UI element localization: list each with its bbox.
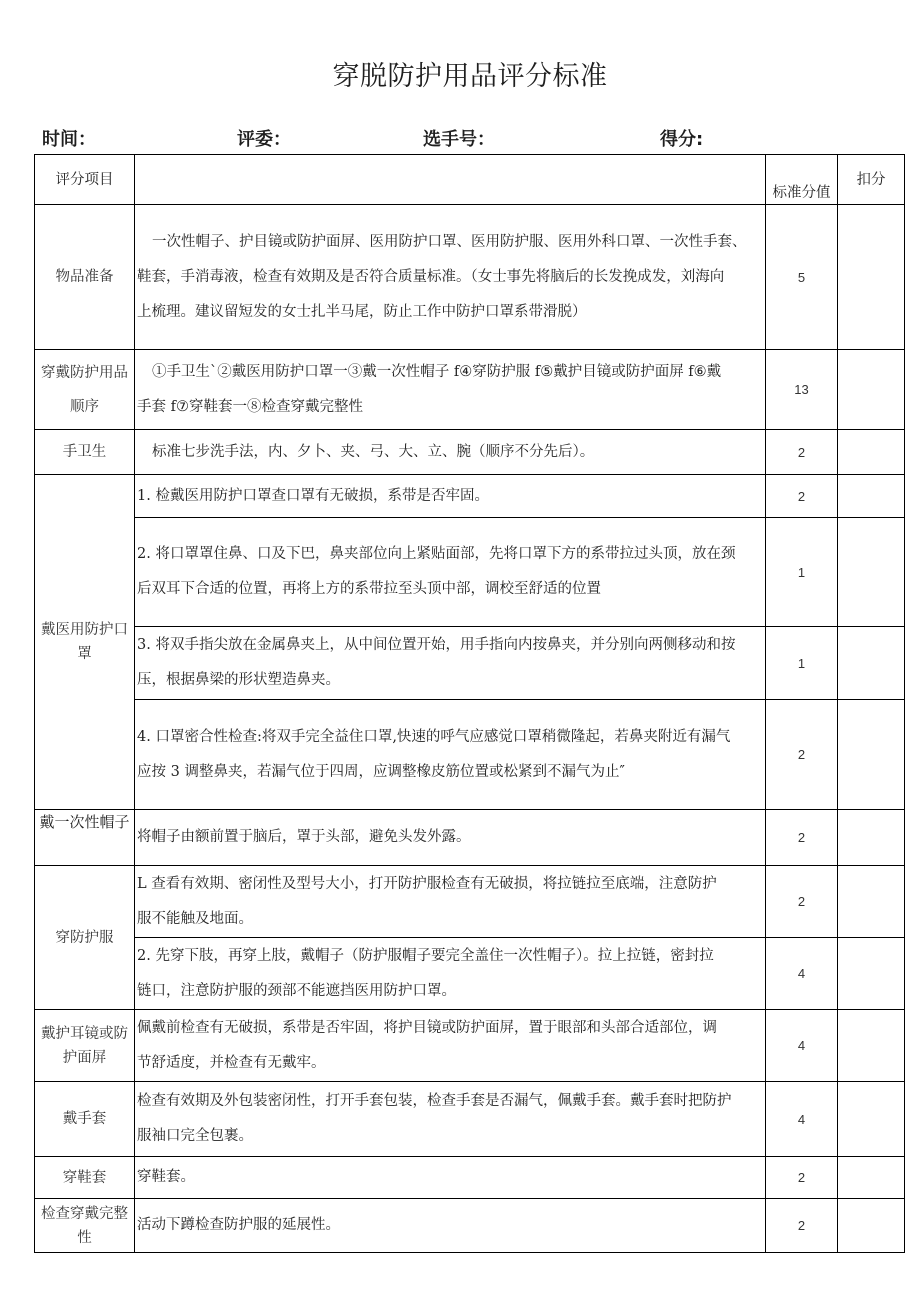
standard-score-value: 1 — [797, 564, 806, 580]
standard-score-cell — [766, 518, 838, 627]
standard-score-value: 4 — [797, 1038, 806, 1053]
standard-score-cell — [766, 1199, 838, 1253]
standard-score-cell — [766, 627, 838, 700]
standard-score-value: 2 — [797, 444, 806, 460]
item-label: 戴手套 — [62, 1111, 107, 1127]
header-standard-score-label: 标准分值 — [772, 185, 831, 201]
standard-score-cell — [766, 866, 838, 938]
item-label-cell — [35, 350, 135, 430]
standard-score-value: 1 — [797, 655, 806, 671]
deduction-cell — [838, 350, 905, 430]
document-title: 穿脱防护用品评分标准 — [332, 61, 608, 92]
criteria-line: 检查有效期及外包装密闭性，打开手套包装，检查手套是否漏气，佩戴手套。戴手套时把防护 — [137, 1093, 732, 1109]
criteria-line: 2. 将口罩罩住鼻、口及下巴，鼻夹部位向上紧贴面部，先将口罩下方的系带拉过头顶，放在颈 — [137, 546, 736, 562]
time-field-label: 时间： — [42, 129, 96, 150]
criteria-line: 4. 口罩密合性检查:将双手完全益住口罩,快速的呼气应感觉口罩稍微隆起，若鼻夹附近有漏气 — [137, 728, 731, 745]
criteria-cell — [135, 810, 766, 866]
item-label: 穿鞋套 — [62, 1169, 107, 1186]
deduction-cell — [838, 938, 905, 1010]
criteria-line: 活动下蹲检查防护服的延展性。 — [137, 1217, 340, 1233]
criteria-line: 1. 检戴医用防护口罩查口罩有无破损，系带是否牢固。 — [137, 487, 489, 504]
item-label-cell — [35, 205, 135, 350]
criteria-line: 节舒适度，并检查有无戴牢。 — [137, 1054, 326, 1071]
item-label-cell — [35, 866, 135, 1010]
standard-score-cell — [766, 1082, 838, 1157]
criteria-line: 2. 先穿下肢，再穿上肢，戴帽子（防护服帽子要完全盖住一次性帽子）。拉上拉链，密封拉 — [137, 947, 714, 964]
contestant-number-field-label: 选手号： — [423, 129, 495, 150]
deduction-cell — [838, 1010, 905, 1082]
criteria-line: 标准七步洗手法，内、夕卜、夹、弓、大、立、腕（顺序不分先后）。 — [152, 443, 595, 460]
criteria-cell — [135, 1199, 766, 1253]
header-deduction-cell — [838, 155, 905, 205]
criteria-line: 应按 3 调整鼻夹，若漏气位于四周，应调整橡皮筋位置或松紧到不漏气为止″ — [137, 763, 625, 780]
criteria-line: 服袖口完全包裹。 — [137, 1128, 253, 1144]
standard-score-value: 2 — [797, 747, 806, 762]
standard-score-value: 13 — [794, 382, 809, 397]
item-label: 戴医用防护口罩 — [41, 622, 128, 662]
criteria-line: 佩戴前检查有无破损，系带是否牢固，将护目镜或防护面屏，置于眼部和头部合适部位，调 — [137, 1019, 717, 1036]
deduction-cell — [838, 1082, 905, 1157]
header-criteria-cell — [135, 155, 766, 205]
criteria-line: ①手卫生`②戴医用防护口罩一③戴一次性帽子 f④穿防护服 f⑤戴护目镜或防护面屏 f⑥戴 — [152, 363, 722, 380]
item-label: 穿防护服 — [55, 929, 114, 946]
standard-score-cell — [766, 475, 838, 518]
deduction-cell — [838, 430, 905, 475]
standard-score-cell — [766, 1010, 838, 1082]
standard-score-cell — [766, 350, 838, 430]
criteria-line: L 查看有效期、密闭性及型号大小，打开防护服检查有无破损，将拉链拉至底端，注意防护 — [137, 875, 717, 892]
item-label-cell — [35, 1082, 135, 1157]
criteria-cell — [135, 1082, 766, 1157]
standard-score-cell — [766, 430, 838, 475]
deduction-cell — [838, 1157, 905, 1199]
item-label: 穿戴防护用品顺序 — [41, 364, 128, 415]
criteria-cell — [135, 627, 766, 700]
criteria-line: 鞋套，手消毒液，检查有效期及是否符合质量标准。（女士事先将脑后的长发挽成发，刘海向 — [137, 268, 725, 285]
deduction-cell — [838, 700, 905, 810]
criteria-line: 穿鞋套。 — [137, 1169, 195, 1185]
item-label-cell — [35, 475, 135, 810]
standard-score-value: 5 — [797, 269, 806, 285]
criteria-cell — [135, 205, 766, 350]
criteria-cell — [135, 1157, 766, 1199]
item-label: 戴护耳镜或防护面屏 — [41, 1025, 128, 1066]
standard-score-cell — [766, 938, 838, 1010]
criteria-line: 3. 将双手指尖放在金属鼻夹上，从中间位置开始，用手指向内按鼻夹，并分别向两侧移动和按 — [137, 637, 736, 653]
item-label: 手卫生 — [62, 444, 107, 460]
deduction-cell — [838, 475, 905, 518]
standard-score-value: 2 — [797, 488, 806, 504]
deduction-cell — [838, 866, 905, 938]
item-label: 戴一次性帽子 — [39, 813, 130, 831]
header-item-label: 评分项目 — [55, 171, 114, 188]
criteria-line: 压，根据鼻梁的形状塑造鼻夹。 — [137, 672, 340, 688]
header-item-cell — [35, 155, 135, 205]
deduction-cell — [838, 518, 905, 627]
criteria-cell — [135, 1010, 766, 1082]
standard-score-value: 2 — [797, 1218, 806, 1233]
standard-score-value: 2 — [797, 1170, 806, 1185]
criteria-line: 将帽子由额前置于脑后，罩于头部，避免头发外露。 — [137, 829, 471, 845]
standard-score-value: 2 — [797, 830, 806, 845]
judge-field-label: 评委： — [237, 129, 291, 150]
criteria-cell — [135, 866, 766, 938]
deduction-cell — [838, 1199, 905, 1253]
criteria-cell — [135, 700, 766, 810]
item-label-cell — [35, 430, 135, 475]
score-field-label: 得分: — [660, 129, 704, 150]
item-label: 物品准备 — [55, 269, 114, 285]
criteria-line: 上梳理。建议留短发的女士扎半马尾，防止工作中防护口罩系带滑脱） — [137, 303, 587, 320]
item-label-cell — [35, 1010, 135, 1082]
standard-score-cell — [766, 810, 838, 866]
criteria-line: 链口，注意防护服的颈部不能遮挡医用防护口罩。 — [137, 982, 456, 999]
scoring-table — [34, 154, 905, 1253]
criteria-line: 后双耳下合适的位置，再将上方的系带拉至头顶中部，调校至舒适的位置 — [137, 581, 601, 597]
header-standard-score-cell — [766, 155, 838, 205]
standard-score-cell — [766, 205, 838, 350]
standard-score-value: 4 — [797, 966, 806, 981]
deduction-cell — [838, 810, 905, 866]
item-label-cell — [35, 810, 135, 866]
criteria-cell — [135, 350, 766, 430]
item-label-cell — [35, 1157, 135, 1199]
standard-score-value: 4 — [797, 1111, 806, 1127]
criteria-cell — [135, 938, 766, 1010]
standard-score-cell — [766, 1157, 838, 1199]
standard-score-cell — [766, 700, 838, 810]
standard-score-value: 2 — [797, 894, 806, 909]
criteria-line: 一次性帽子、护目镜或防护面屏、医用防护口罩、医用防护服、医用外科口罩、一次性手套、 — [152, 233, 747, 250]
header-deduction-label: 扣分 — [856, 171, 886, 188]
criteria-line: 手套 f⑦穿鞋套一⑧检查穿戴完整性 — [137, 398, 363, 415]
deduction-cell — [838, 627, 905, 700]
criteria-cell — [135, 518, 766, 627]
item-label: 检查穿戴完整性 — [41, 1205, 128, 1246]
criteria-cell — [135, 430, 766, 475]
item-label-cell — [35, 1199, 135, 1253]
deduction-cell — [838, 205, 905, 350]
criteria-line: 服不能触及地面。 — [137, 910, 253, 927]
criteria-cell — [135, 475, 766, 518]
